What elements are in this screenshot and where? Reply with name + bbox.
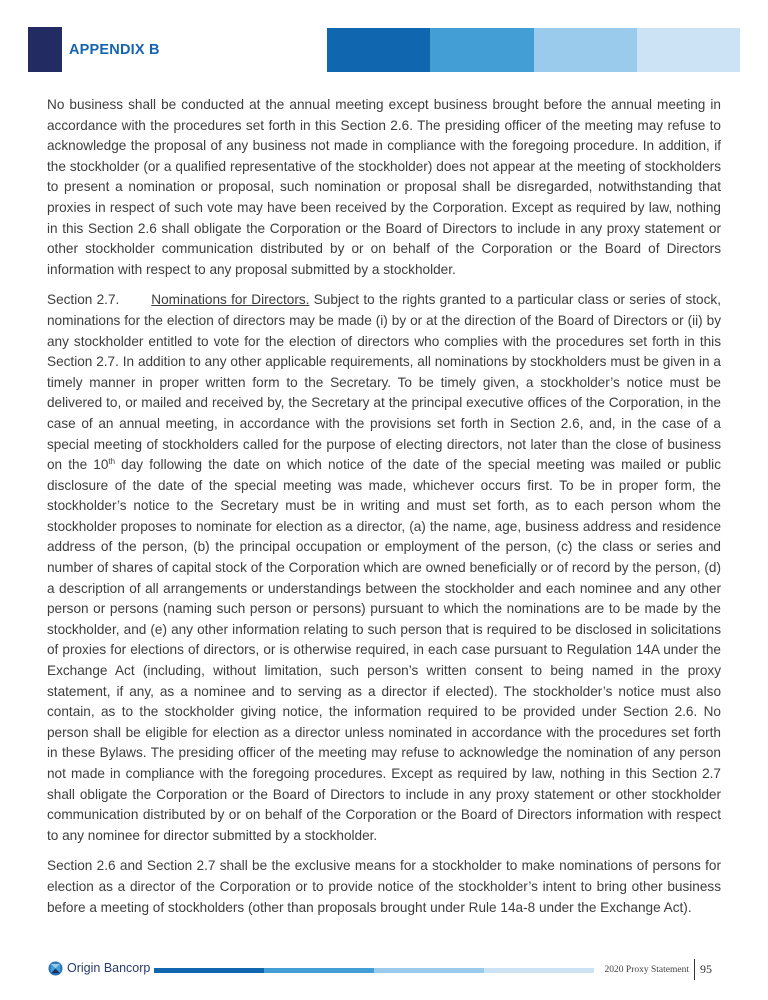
section-heading: Nominations for Directors. xyxy=(151,292,310,308)
footer-color-bar xyxy=(154,968,594,973)
appendix-color-block xyxy=(28,27,62,72)
page-number: 95 xyxy=(700,962,712,976)
origin-bancorp-logo-icon xyxy=(48,961,63,976)
header-bar-segment-3 xyxy=(534,28,637,72)
paragraph-exclusive-means: Section 2.6 and Section 2.7 shall be the exclusive means for a stockholder to make nominations of persons for election as a director of the Corporation or to provide notice of the stockholder’s intent to bring other business before a meeting of stockholders (other than proposals brought under Rule 14a-8 under the Exchange Act). xyxy=(47,858,721,915)
header-color-bars xyxy=(327,28,740,72)
footer-divider xyxy=(694,959,695,980)
header-bar-segment-2 xyxy=(430,28,533,72)
paragraph-business-conduct: No business shall be conducted at the annual meeting except business brought before the annual meeting in accordance with the procedures set forth in this Section 2.6. The presiding officer of the meeting may refuse to acknowledge the proposal of any business not made in compliance with the foregoing procedure. In addition, if the stockholder (or a qualified representative of the stockholder) does not appear at the meeting of stockholders to present a nomination or proposal, such nomination or proposal shall be disregarded, notwithstanding that proxies in respect of such vote may have been received by the Corporation. Except as required by law, nothing in this Section 2.6 shall obligate the Corporation or the Board of Directors to include in any proxy statement or other stockholder communication distributed by or on behalf of the Corporation or the Board of Directors information with respect to any proposal submitted by a stockholder. xyxy=(47,97,721,277)
document-body xyxy=(47,95,721,928)
document-title: 2020 Proxy Statement xyxy=(604,965,689,975)
paragraph-section-2-7 xyxy=(47,290,721,846)
footer-logo xyxy=(48,961,150,976)
footer-bar-segment-1 xyxy=(154,968,264,973)
company-name: Origin Bancorp xyxy=(67,961,151,975)
section-text-part-1: Subject to the rights granted to a particular class or series of stock, nominations for the election of directors may be made (i) by or at the direction of the Board of Directors or (ii) by any stockholder entitled to vote for the election of directors who complies with the procedures set forth in this Section 2.7. In addition to any other applicable requirements, all nominations by stockholders must be given in a timely manner in proper written form to the Secretary. To be timely given, a stockholder’s notice must be delivered to, or mailed and received by, the Secretary at the principal executive offices of the Corporation, in the case of an annual meeting, in accordance with the provisions set forth in Section 2.6, and, in the case of a special meeting of stockholders called for the purpose of electing directors, not later than the close of business on the 10 xyxy=(47,292,721,473)
page-section-title: APPENDIX B xyxy=(69,42,160,58)
header-bar-segment-4 xyxy=(637,28,740,72)
footer-bar-segment-3 xyxy=(374,968,484,973)
ordinal-superscript: th xyxy=(108,457,116,467)
footer-bar-segment-4 xyxy=(484,968,594,973)
section-number: Section 2.7. xyxy=(47,292,120,308)
header-bar-segment-1 xyxy=(327,28,430,72)
section-text-part-2: day following the date on which notice of the date of the special meeting was mailed or public disclosure of the date of the special meeting was made, whichever occurs first. To be in proper form, the stockholder’s notice to the Secretary must be in writing and must set forth, as to each person whom the stockholder proposes to nominate for election as a director, (a) the name, age, business address and residence address of the person, (b) the principal occupation or employment of the person, (c) the class or series and number of shares of capital stock of the Corporation which are owned beneficially or of record by the person, (d) a description of all arrangements or understandings between the stockholder and each nominee and any other person or persons (naming such person or persons) pursuant to which the nominations are to be made by the stockholder, and (e) any other information relating to such person that is required to be disclosed in solicitations of proxies for elections of directors, or is otherwise required, in each case pursuant to Regulation 14A under the Exchange Act (including, without limitation, such person’s written consent to being named in the proxy statement, if any, as a nominee and to serving as a director if elected). The stockholder’s notice must also contain, as to the stockholder giving notice, the information required to be provided under Section 2.6. No person shall be eligible for election as a director unless nominated in accordance with the procedures set forth in these Bylaws. The presiding officer of the meeting may refuse to acknowledge the nomination of any person not made in compliance with the foregoing procedures. Except as required by law, nothing in this Section 2.7 shall obligate the Corporation or the Board of Directors to include in any proxy statement or other stockholder communication distributed by or on behalf of the Corporation or the Board of Directors information with respect to any nominee for director submitted by a stockholder. xyxy=(47,457,721,843)
footer-bar-segment-2 xyxy=(264,968,374,973)
